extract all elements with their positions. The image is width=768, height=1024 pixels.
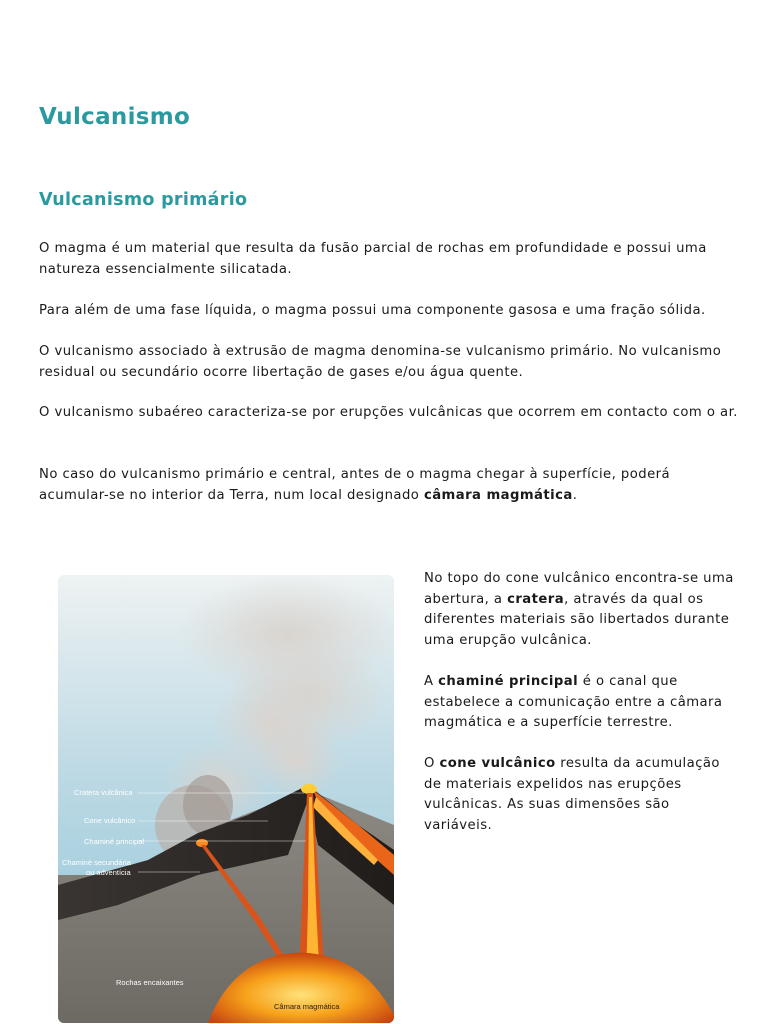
section-heading: Vulcanismo primário	[39, 190, 248, 210]
side-paragraph-cone: O cone vulcânico resulta da acumulação de materiais expelidos nas erupções vulcânicas. As suas dimensões são variáveis.	[424, 756, 720, 833]
label-cone: Cone vulcânico	[84, 816, 136, 825]
label-secondary-vent: Chaminé secundária	[62, 858, 131, 867]
paragraph-magma-chamber: No caso do vulcanismo primário e central, antes de o magma chegar à superfície, poderá acumular-se no interior da Terra, num local designado câmara magmática.	[39, 467, 671, 503]
volcano-diagram	[58, 575, 394, 1023]
side-paragraph-vent: A chaminé principal é o canal que estabelece a comunicação entre a câmara magmática e a superfície terrestre.	[424, 674, 723, 730]
paragraph-magma: O magma é um material que resulta da fusão parcial de rochas em profundidade e possui uma natureza essencialmente silicatada.	[39, 241, 707, 277]
label-main-vent: Chaminé principal	[84, 837, 145, 846]
crater-glow	[301, 784, 317, 794]
side-paragraph-crater: No topo do cone vulcânico encontra-se uma abertura, a cratera, através da qual os diferentes materiais são libertados durante uma erupção vulcânica.	[424, 571, 734, 648]
paragraph-subaerial: O vulcanismo subaéreo caracteriza-se por erupções vulcânicas que ocorrem em contacto com o ar.	[39, 405, 738, 420]
term-volcanic-cone: cone vulcânico	[439, 756, 556, 771]
paragraph-primary: O vulcanismo associado à extrusão de magma denomina-se vulcanismo primário. No vulcanismo residual ou secundário ocorre libertação de gases e/ou água quente.	[39, 344, 722, 380]
volcano-illustration	[58, 575, 394, 1023]
label-crater: Cratera vulcânica	[74, 788, 133, 797]
label-secondary-vent-2: ou adventícia	[86, 868, 131, 877]
term-crater: cratera	[507, 591, 565, 607]
paragraph-phases: Para além de uma fase líquida, o magma possui uma componente gasosa e uma fração sólida.	[39, 303, 706, 318]
label-magma-chamber: Câmara magmática	[274, 1002, 340, 1011]
label-country-rock: Rochas encaixantes	[116, 978, 184, 987]
term-main-vent: chaminé principal	[438, 674, 579, 689]
term-magma-chamber: câmara magmática	[423, 488, 573, 503]
page-title: Vulcanismo	[39, 104, 191, 130]
